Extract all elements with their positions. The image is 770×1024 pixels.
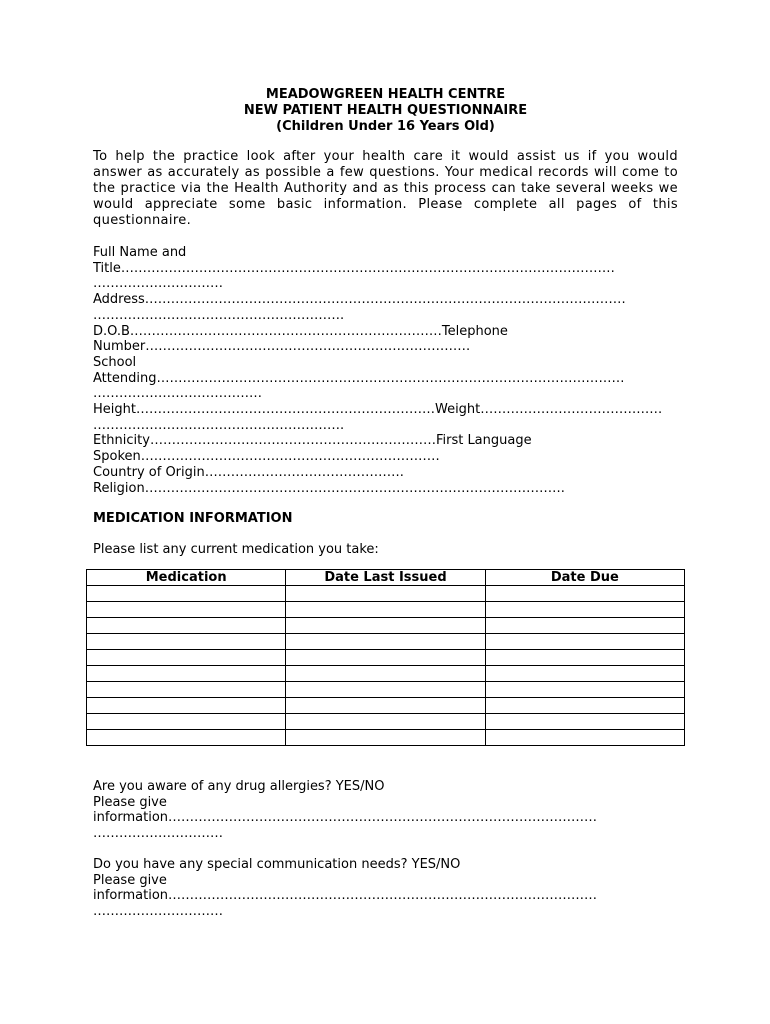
table-row: [87, 698, 685, 714]
table-row: [87, 586, 685, 602]
height-weight-field-cont[interactable]: ………………………………………………….: [93, 417, 345, 433]
medication-cell[interactable]: [87, 714, 286, 730]
communication-information-field-cont[interactable]: …………………………: [93, 903, 223, 919]
allergies-question: Are you aware of any drug allergies? YES/NO: [93, 779, 385, 794]
medication-heading: MEDICATION INFORMATION: [93, 511, 293, 527]
ethnicity-language-field[interactable]: Ethnicity…………………………………………………………First Language: [93, 433, 532, 449]
table-row: [87, 650, 685, 666]
date-due-cell[interactable]: [485, 602, 684, 618]
date-last-issued-cell[interactable]: [286, 682, 485, 698]
table-row: [87, 618, 685, 634]
medication-cell[interactable]: [87, 666, 286, 682]
table-row: [87, 666, 685, 682]
school-label: School: [93, 354, 137, 370]
patient-details: [93, 245, 678, 496]
date-last-issued-cell[interactable]: [286, 666, 485, 682]
medication-cell[interactable]: [87, 586, 286, 602]
date-last-issued-cell[interactable]: [286, 602, 485, 618]
questions-section: [93, 779, 678, 920]
medication-cell[interactable]: [87, 602, 286, 618]
address-field-cont[interactable]: ………………………………………………….: [93, 307, 345, 323]
date-last-issued-cell[interactable]: [286, 730, 485, 746]
medication-cell[interactable]: [87, 730, 286, 746]
religion-field[interactable]: Religion…………………………………………………………………………………….: [93, 480, 565, 496]
date-last-issued-cell[interactable]: [286, 698, 485, 714]
column-header-date-last-issued: Date Last Issued: [286, 570, 485, 586]
school-attending-field-cont[interactable]: …………………………………: [93, 386, 262, 402]
table-row: [87, 682, 685, 698]
language-spoken-field[interactable]: Spoken……………………………………………………………: [93, 449, 440, 465]
date-due-cell[interactable]: [485, 698, 684, 714]
date-due-cell[interactable]: [485, 586, 684, 602]
date-last-issued-cell[interactable]: [286, 714, 485, 730]
column-header-medication: Medication: [87, 570, 286, 586]
practice-name: MEADOWGREEN HEALTH CENTRE: [265, 87, 506, 102]
date-last-issued-cell[interactable]: [286, 634, 485, 650]
medication-prompt: Please list any current medication you take:: [93, 542, 379, 558]
date-due-cell[interactable]: [485, 730, 684, 746]
intro-paragraph: To help the practice look after your health care it would assist us if you would answer as accurately as possible a few questions. Your medical records will come to the practice via the Health Authority and as this process can take several weeks we would appreciate some basic information. Please complete all pages of this questionnaire.: [93, 149, 678, 228]
school-attending-field[interactable]: Attending………………………………………………………………………………………………: [93, 370, 625, 386]
table-row: [87, 730, 685, 746]
allergies-information-field[interactable]: information………………………………………………………………………………………: [93, 810, 598, 826]
medication-table: [86, 569, 685, 746]
allergies-information-field-cont[interactable]: …………………………: [93, 826, 223, 842]
date-last-issued-cell[interactable]: [286, 618, 485, 634]
full-name-field-cont[interactable]: …………………………: [93, 276, 223, 292]
date-due-cell[interactable]: [485, 666, 684, 682]
communication-question: Do you have any special communication needs? YES/NO: [93, 856, 461, 872]
medication-cell[interactable]: [87, 618, 286, 634]
medication-cell[interactable]: [87, 698, 286, 714]
communication-information-field[interactable]: information………………………………………………………………………………………: [93, 888, 598, 904]
date-due-cell[interactable]: [485, 714, 684, 730]
table-row: [87, 634, 685, 650]
column-header-date-due: Date Due: [485, 570, 684, 586]
date-due-cell[interactable]: [485, 618, 684, 634]
full-name-field[interactable]: Title……………………………………………………………………………………………………: [93, 260, 615, 276]
questionnaire-page: [93, 87, 678, 558]
communication-please-give: Please give: [93, 872, 167, 888]
country-of-origin-field[interactable]: Country of Origin……………………………………….: [93, 464, 404, 480]
form-title: NEW PATIENT HEALTH QUESTIONNAIRE: [243, 103, 528, 118]
allergies-please-give: Please give: [93, 794, 167, 810]
table-row: [87, 602, 685, 618]
medication-cell[interactable]: [87, 650, 286, 666]
date-last-issued-cell[interactable]: [286, 650, 485, 666]
dob-telephone-field[interactable]: D.O.B………………………………………………………………Telephone: [93, 323, 508, 339]
document-header: [93, 87, 678, 135]
date-due-cell[interactable]: [485, 650, 684, 666]
telephone-number-field[interactable]: Number…………………………………………………………………: [93, 339, 471, 355]
table-row: [87, 714, 685, 730]
date-due-cell[interactable]: [485, 682, 684, 698]
medication-cell[interactable]: [87, 682, 286, 698]
address-field[interactable]: Address…………………………………………………………………………………………………: [93, 292, 626, 308]
height-weight-field[interactable]: Height……………………………………………………………Weight……………………………………: [93, 402, 663, 418]
form-subtitle: (Children Under 16 Years Old): [276, 119, 495, 134]
date-due-cell[interactable]: [485, 634, 684, 650]
date-last-issued-cell[interactable]: [286, 586, 485, 602]
table-header-row: [87, 570, 685, 586]
medication-cell[interactable]: [87, 634, 286, 650]
full-name-label: Full Name and: [93, 245, 187, 260]
